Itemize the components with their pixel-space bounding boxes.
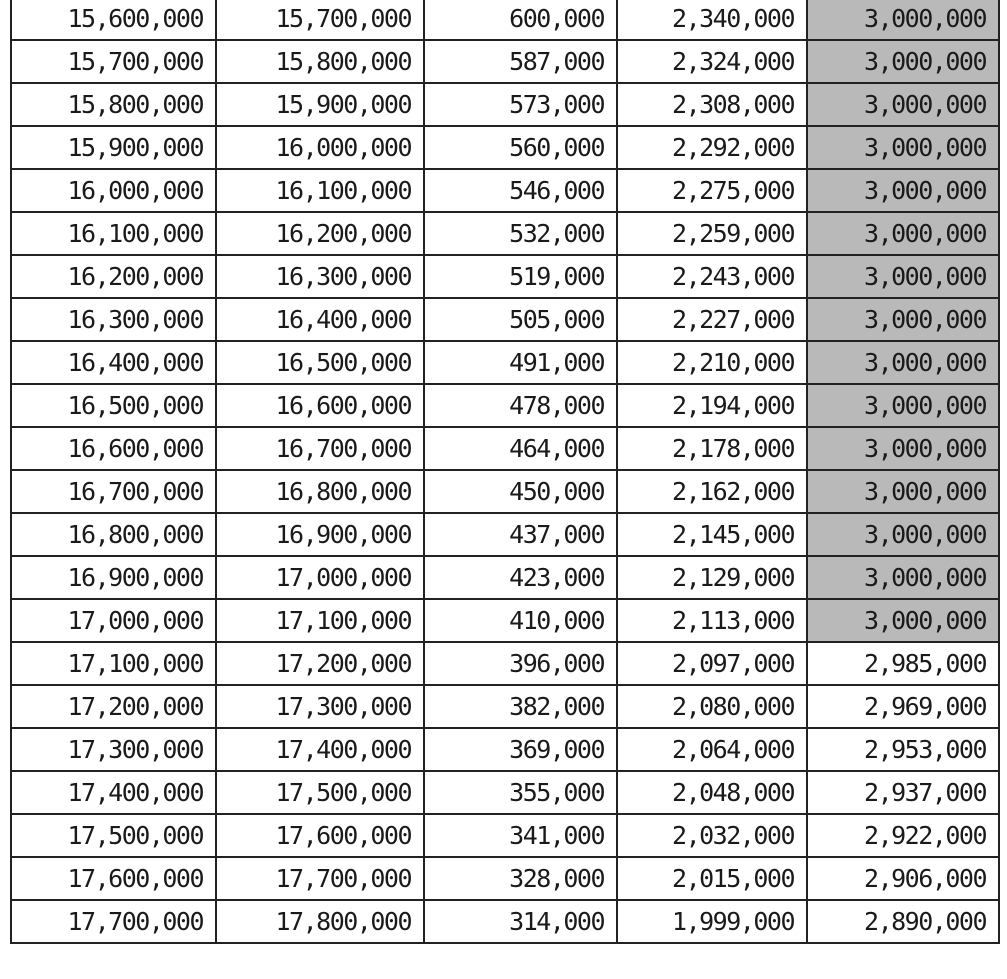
table-cell[interactable]: 3,000,000 (807, 298, 999, 341)
table-row (11, 900, 999, 943)
table-row (11, 556, 999, 599)
table-cell[interactable]: 2,906,000 (807, 857, 999, 900)
table-cell[interactable]: 410,000 (424, 599, 617, 642)
table-cell[interactable]: 491,000 (424, 341, 617, 384)
table-row (11, 169, 999, 212)
table-cell[interactable]: 16,600,000 (11, 427, 216, 470)
table-row (11, 470, 999, 513)
table-cell[interactable]: 17,400,000 (11, 771, 216, 814)
table-row (11, 341, 999, 384)
table-cell[interactable]: 16,100,000 (11, 212, 216, 255)
table-cell[interactable]: 16,700,000 (216, 427, 424, 470)
table-cell[interactable]: 3,000,000 (807, 427, 999, 470)
table-cell[interactable]: 17,700,000 (11, 900, 216, 943)
table-cell[interactable]: 3,000,000 (807, 83, 999, 126)
table-row (11, 298, 999, 341)
table-cell[interactable]: 3,000,000 (807, 169, 999, 212)
table-row (11, 599, 999, 642)
table-cell[interactable]: 2,210,000 (617, 341, 807, 384)
table-cell[interactable]: 396,000 (424, 642, 617, 685)
table-cell[interactable]: 15,800,000 (11, 83, 216, 126)
table-cell[interactable]: 464,000 (424, 427, 617, 470)
table-cell[interactable]: 16,300,000 (11, 298, 216, 341)
table-cell[interactable]: 382,000 (424, 685, 617, 728)
table-cell[interactable]: 2,113,000 (617, 599, 807, 642)
table-cell[interactable]: 16,400,000 (11, 341, 216, 384)
table-cell[interactable]: 546,000 (424, 169, 617, 212)
table-cell[interactable]: 2,064,000 (617, 728, 807, 771)
table-cell[interactable]: 600,000 (424, 0, 617, 40)
table-cell[interactable]: 2,048,000 (617, 771, 807, 814)
table-cell[interactable]: 17,800,000 (216, 900, 424, 943)
table-cell[interactable]: 3,000,000 (807, 0, 999, 40)
table-cell[interactable]: 17,100,000 (216, 599, 424, 642)
table-cell[interactable]: 17,200,000 (11, 685, 216, 728)
table-cell[interactable]: 3,000,000 (807, 470, 999, 513)
table-cell[interactable]: 341,000 (424, 814, 617, 857)
table-body (11, 0, 999, 943)
table-cell[interactable]: 2,340,000 (617, 0, 807, 40)
table-cell[interactable]: 573,000 (424, 83, 617, 126)
table-cell[interactable]: 17,100,000 (11, 642, 216, 685)
table-cell[interactable]: 17,500,000 (216, 771, 424, 814)
table-row (11, 728, 999, 771)
table-cell[interactable]: 355,000 (424, 771, 617, 814)
table-cell[interactable]: 369,000 (424, 728, 617, 771)
table-cell[interactable]: 17,300,000 (11, 728, 216, 771)
table-cell[interactable]: 2,922,000 (807, 814, 999, 857)
table-cell[interactable]: 17,600,000 (11, 857, 216, 900)
table-cell[interactable]: 17,600,000 (216, 814, 424, 857)
table-row (11, 83, 999, 126)
table-cell[interactable]: 16,700,000 (11, 470, 216, 513)
table-cell[interactable]: 17,300,000 (216, 685, 424, 728)
table-cell[interactable]: 2,292,000 (617, 126, 807, 169)
table-cell[interactable]: 505,000 (424, 298, 617, 341)
table-cell[interactable]: 314,000 (424, 900, 617, 943)
table-cell[interactable]: 328,000 (424, 857, 617, 900)
table-cell[interactable]: 16,900,000 (11, 556, 216, 599)
table-cell[interactable]: 17,200,000 (216, 642, 424, 685)
table-cell[interactable]: 15,900,000 (216, 83, 424, 126)
table-cell[interactable]: 16,000,000 (11, 169, 216, 212)
table-row (11, 427, 999, 470)
table-cell[interactable]: 17,400,000 (216, 728, 424, 771)
table-cell[interactable]: 3,000,000 (807, 599, 999, 642)
table-cell[interactable]: 16,100,000 (216, 169, 424, 212)
table-cell[interactable]: 3,000,000 (807, 384, 999, 427)
table-cell[interactable]: 437,000 (424, 513, 617, 556)
table-row (11, 126, 999, 169)
table-row (11, 685, 999, 728)
table-cell[interactable]: 16,200,000 (216, 212, 424, 255)
table-cell[interactable]: 2,194,000 (617, 384, 807, 427)
table-cell[interactable]: 2,969,000 (807, 685, 999, 728)
table-cell[interactable]: 15,900,000 (11, 126, 216, 169)
table-row (11, 40, 999, 83)
data-table (10, 0, 1000, 944)
table-cell[interactable]: 3,000,000 (807, 40, 999, 83)
table-cell[interactable]: 2,243,000 (617, 255, 807, 298)
table-cell[interactable]: 2,097,000 (617, 642, 807, 685)
table-cell[interactable]: 16,000,000 (216, 126, 424, 169)
table-cell[interactable]: 2,145,000 (617, 513, 807, 556)
table-cell[interactable]: 2,259,000 (617, 212, 807, 255)
table-cell[interactable]: 17,000,000 (11, 599, 216, 642)
table-cell[interactable]: 2,227,000 (617, 298, 807, 341)
table-cell[interactable]: 2,890,000 (807, 900, 999, 943)
table-row (11, 771, 999, 814)
table-cell[interactable]: 15,800,000 (216, 40, 424, 83)
table-cell[interactable]: 15,600,000 (11, 0, 216, 40)
table-cell[interactable]: 2,080,000 (617, 685, 807, 728)
table-row (11, 814, 999, 857)
table-cell[interactable]: 2,015,000 (617, 857, 807, 900)
table-cell[interactable]: 16,500,000 (216, 341, 424, 384)
table-cell[interactable]: 3,000,000 (807, 513, 999, 556)
table-cell[interactable]: 2,953,000 (807, 728, 999, 771)
table-cell[interactable]: 2,937,000 (807, 771, 999, 814)
table-row (11, 255, 999, 298)
table-cell[interactable]: 15,700,000 (11, 40, 216, 83)
table-cell[interactable]: 3,000,000 (807, 212, 999, 255)
table-cell[interactable]: 3,000,000 (807, 341, 999, 384)
table-cell[interactable]: 16,300,000 (216, 255, 424, 298)
table-cell[interactable]: 16,900,000 (216, 513, 424, 556)
table-cell[interactable]: 587,000 (424, 40, 617, 83)
table-cell[interactable]: 16,600,000 (216, 384, 424, 427)
table-row (11, 0, 999, 40)
table-cell[interactable]: 2,985,000 (807, 642, 999, 685)
table-cell[interactable]: 16,800,000 (11, 513, 216, 556)
table-cell[interactable]: 2,178,000 (617, 427, 807, 470)
table-cell[interactable]: 519,000 (424, 255, 617, 298)
table-cell[interactable]: 2,162,000 (617, 470, 807, 513)
table-cell[interactable]: 3,000,000 (807, 556, 999, 599)
table-row (11, 384, 999, 427)
table-cell[interactable]: 17,700,000 (216, 857, 424, 900)
table-cell[interactable]: 17,500,000 (11, 814, 216, 857)
table-cell[interactable]: 16,400,000 (216, 298, 424, 341)
table-cell[interactable]: 2,032,000 (617, 814, 807, 857)
table-cell[interactable]: 478,000 (424, 384, 617, 427)
table-row (11, 642, 999, 685)
table-cell[interactable]: 450,000 (424, 470, 617, 513)
table-cell[interactable]: 2,275,000 (617, 169, 807, 212)
table-cell[interactable]: 2,129,000 (617, 556, 807, 599)
table-cell[interactable]: 15,700,000 (216, 0, 424, 40)
table-cell[interactable]: 16,500,000 (11, 384, 216, 427)
table-cell[interactable]: 1,999,000 (617, 900, 807, 943)
table-cell[interactable]: 16,200,000 (11, 255, 216, 298)
table-cell[interactable]: 3,000,000 (807, 126, 999, 169)
table-cell[interactable]: 423,000 (424, 556, 617, 599)
table-cell[interactable]: 3,000,000 (807, 255, 999, 298)
table-cell[interactable]: 16,800,000 (216, 470, 424, 513)
table-row (11, 513, 999, 556)
table-cell[interactable]: 2,308,000 (617, 83, 807, 126)
table-cell[interactable]: 17,000,000 (216, 556, 424, 599)
table-row (11, 857, 999, 900)
table-cell[interactable]: 2,324,000 (617, 40, 807, 83)
table-cell[interactable]: 532,000 (424, 212, 617, 255)
table-cell[interactable]: 560,000 (424, 126, 617, 169)
table-row (11, 212, 999, 255)
